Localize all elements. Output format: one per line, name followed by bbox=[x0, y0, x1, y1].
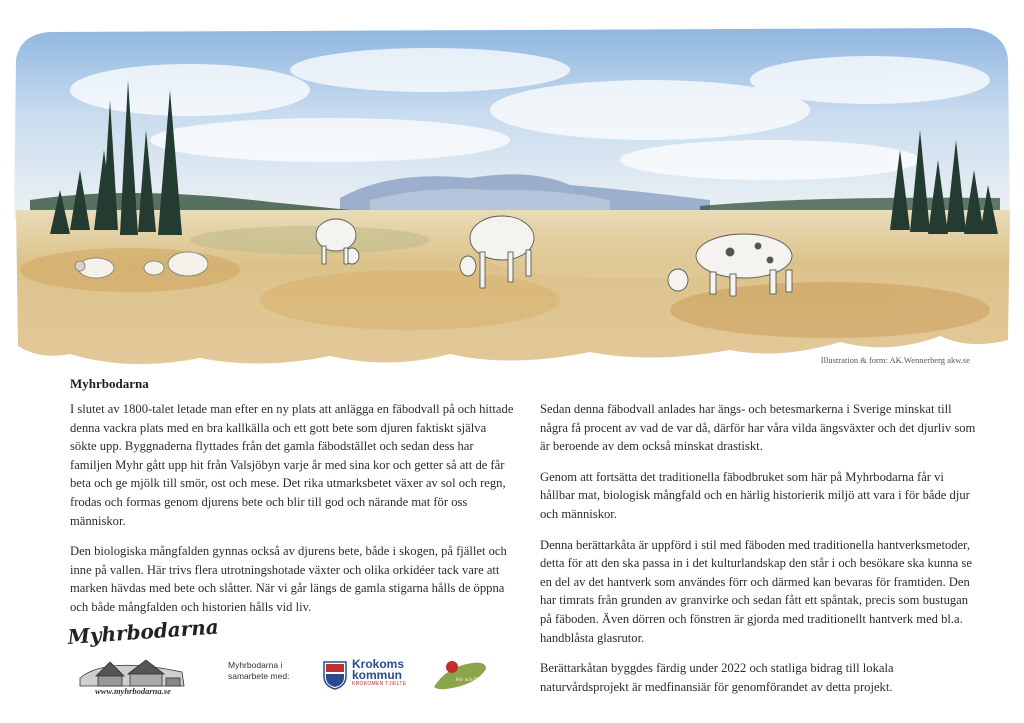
paragraph: Genom att fortsätta det traditionella fäbodbruket som här på Myhrbodarna får vi hållbar mat, biologisk mångfald och en härlig historierik miljö att vara i för både djur och människor. bbox=[540, 469, 970, 521]
paragraph: I slutet av 1800-talet letade man efter en ny plats att anlägga en fäbodvall på och hittade denna vackra plats med en bra kallkälla och ett gott bete som djuren faktiskt själva sökte upp. Byggnaderna flyttades från det gamla fäbodstället och sedan dess har familjen Myhr gått upp hit från Valsjöbyn varje år med sina kor och getter så att de får beta och ge mjölk till smör, ost och mese. Det rika utmarksbetet växer av sol och regn, frodas och formas genom djurens bete och blir till god och närande mat för oss människor. bbox=[70, 402, 514, 528]
right-column bbox=[540, 400, 980, 708]
krokoms-shield-icon bbox=[322, 660, 348, 690]
website-link[interactable]: www.myhrbodarna.se bbox=[95, 686, 171, 696]
illustration-credit: Illustration & form: AK.Wennerberg akw.se bbox=[820, 355, 970, 365]
krokoms-name-line1: Krokoms bbox=[352, 657, 405, 671]
foundation-logo bbox=[432, 657, 509, 691]
krokoms-logo bbox=[352, 659, 422, 687]
partner-label: Myhrbodarna i samarbete med: bbox=[228, 660, 290, 681]
paragraph: Berättarkåtan byggdes färdig under 2022 och statliga bidrag till lokala naturvårdsprojekt är medfinansiär för genomförandet av detta projekt. bbox=[540, 661, 894, 694]
cabins-sketch bbox=[80, 660, 184, 686]
paragraph: Denna berättarkåta är uppförd i stil med fäboden med traditionella hantverksmetoder, detta för att den ska passa in i det kulturlandskap den står i och besökare ska kunna se en del av det hantverk som användes förr och därmed kan bevaras för framtiden. Den har timrats från grunden av granvirke och sedan fått ett spåntak, precis som bustugan på fäboden. Även dörren och fönstren är gjorda med traditionellt hantverk med bl.a. handblåsta glasrutor. bbox=[540, 537, 972, 645]
left-column bbox=[70, 400, 515, 629]
article-title: Myhrbodarna bbox=[70, 376, 149, 391]
krokoms-name-line2: kommun bbox=[352, 668, 403, 682]
paragraph: Den biologiska mångfalden gynnas också av djurens bete, både i skogen, på fjället och inne på vallen. Här trivs flera utrotningshotade växter och olika orkidéer tack vare att marken hävdas med bete och slåtter. När vi går längs de gamla stigarna hålls de öppna och både mångfalden och historien hålls vid liv. bbox=[70, 544, 507, 614]
logo-text: Myhrbodarna bbox=[66, 614, 220, 650]
landscape-illustration bbox=[10, 20, 1014, 380]
krokoms-tagline: KROKOMEN TJIELTE bbox=[352, 681, 407, 687]
foundation-name: Frö- och fäbodsföreningen bbox=[456, 677, 509, 682]
paragraph: Sedan denna fäbodvall anlades har ängs- och betesmarkerna i Sverige minskat till några få procent av vad de var då, därför har våra vilda ängsväxter och det djurliv som är beroende av dem också minskat drastiskt. bbox=[540, 402, 976, 454]
